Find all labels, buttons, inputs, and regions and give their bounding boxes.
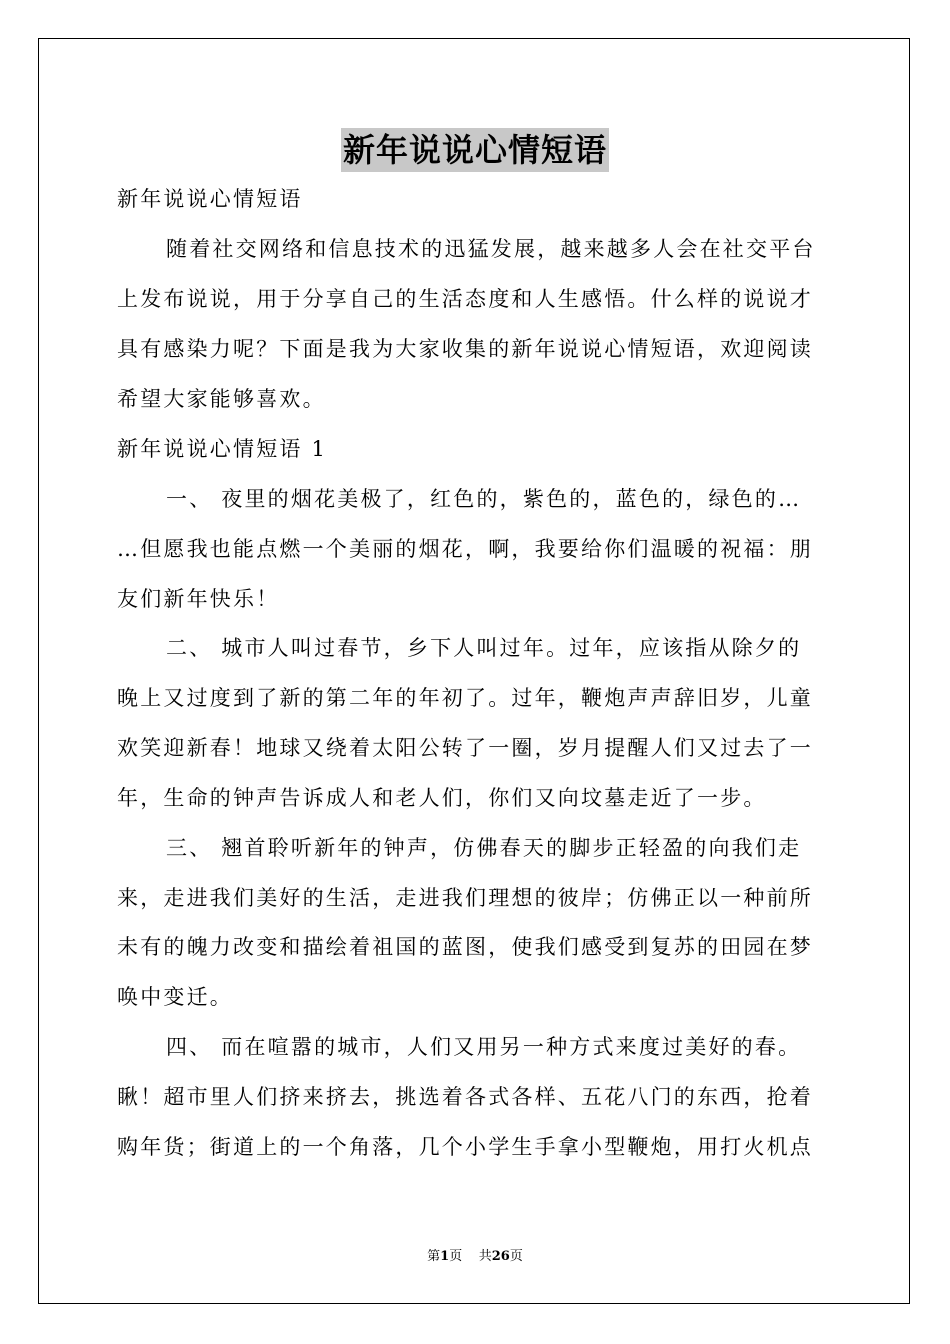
paragraph-line: 四、 而在喧嚣的城市，人们又用另一种方式来度过美好的春。: [166, 1035, 802, 1059]
title-container: [0, 128, 950, 172]
total-suffix: 页: [509, 1249, 523, 1264]
paragraph-line: 来，走进我们美好的生活，走进我们理想的彼岸；仿佛正以一种前所: [117, 886, 813, 910]
page-footer: [0, 1248, 950, 1266]
paragraph-line: 随着社交网络和信息技术的迅猛发展，越来越多人会在社交平台: [166, 237, 816, 261]
paragraph-line: 一、 夜里的烟花美极了，红色的，紫色的，蓝色的，绿色的…: [166, 487, 802, 511]
paragraph-line: 晚上又过度到了新的第二年的年初了。过年，鞭炮声声辞旧岁，儿童: [117, 686, 813, 710]
paragraph-line: 希望大家能够喜欢。: [117, 387, 326, 411]
page-prefix: 第: [427, 1249, 441, 1264]
paragraph-line: 友们新年快乐！: [117, 587, 280, 611]
total-pages: 26: [491, 1249, 510, 1264]
paragraph-line: 二、 城市人叫过春节，乡下人叫过年。过年，应该指从除夕的: [166, 636, 802, 660]
total-prefix: 共: [478, 1249, 492, 1264]
page-border: [38, 38, 910, 1304]
page-number: 1: [440, 1249, 450, 1264]
paragraph-line: 三、 翘首聆听新年的钟声，仿佛春天的脚步正轻盈的向我们走: [166, 836, 802, 860]
paragraph-line: 欢笑迎新春！地球又绕着太阳公转了一圈，岁月提醒人们又过去了一: [117, 736, 813, 760]
paragraph-line: 瞅！超市里人们挤来挤去，挑选着各式各样、五花八门的东西，抢着: [117, 1085, 813, 1109]
document-subtitle: 新年说说心情短语: [117, 187, 303, 211]
paragraph-line: 唤中变迁。: [117, 985, 233, 1009]
paragraph-line: 具有感染力呢？下面是我为大家收集的新年说说心情短语，欢迎阅读: [117, 337, 813, 361]
page-suffix: 页: [449, 1249, 463, 1264]
section-heading: 新年说说心情短语 1: [117, 437, 328, 461]
document-title: 新年说说心情短语: [341, 128, 609, 172]
paragraph-line: 上发布说说，用于分享自己的生活态度和人生感悟。什么样的说说才: [117, 287, 813, 311]
paragraph-line: 购年货；街道上的一个角落，几个小学生手拿小型鞭炮，用打火机点: [117, 1135, 813, 1159]
paragraph-line: 年，生命的钟声告诉成人和老人们，你们又向坟墓走近了一步。: [117, 786, 767, 810]
paragraph-line: …但愿我也能点燃一个美丽的烟花，啊，我要给你们温暖的祝福：朋: [117, 537, 813, 561]
paragraph-line: 未有的魄力改变和描绘着祖国的蓝图，使我们感受到复苏的田园在梦: [117, 935, 813, 959]
